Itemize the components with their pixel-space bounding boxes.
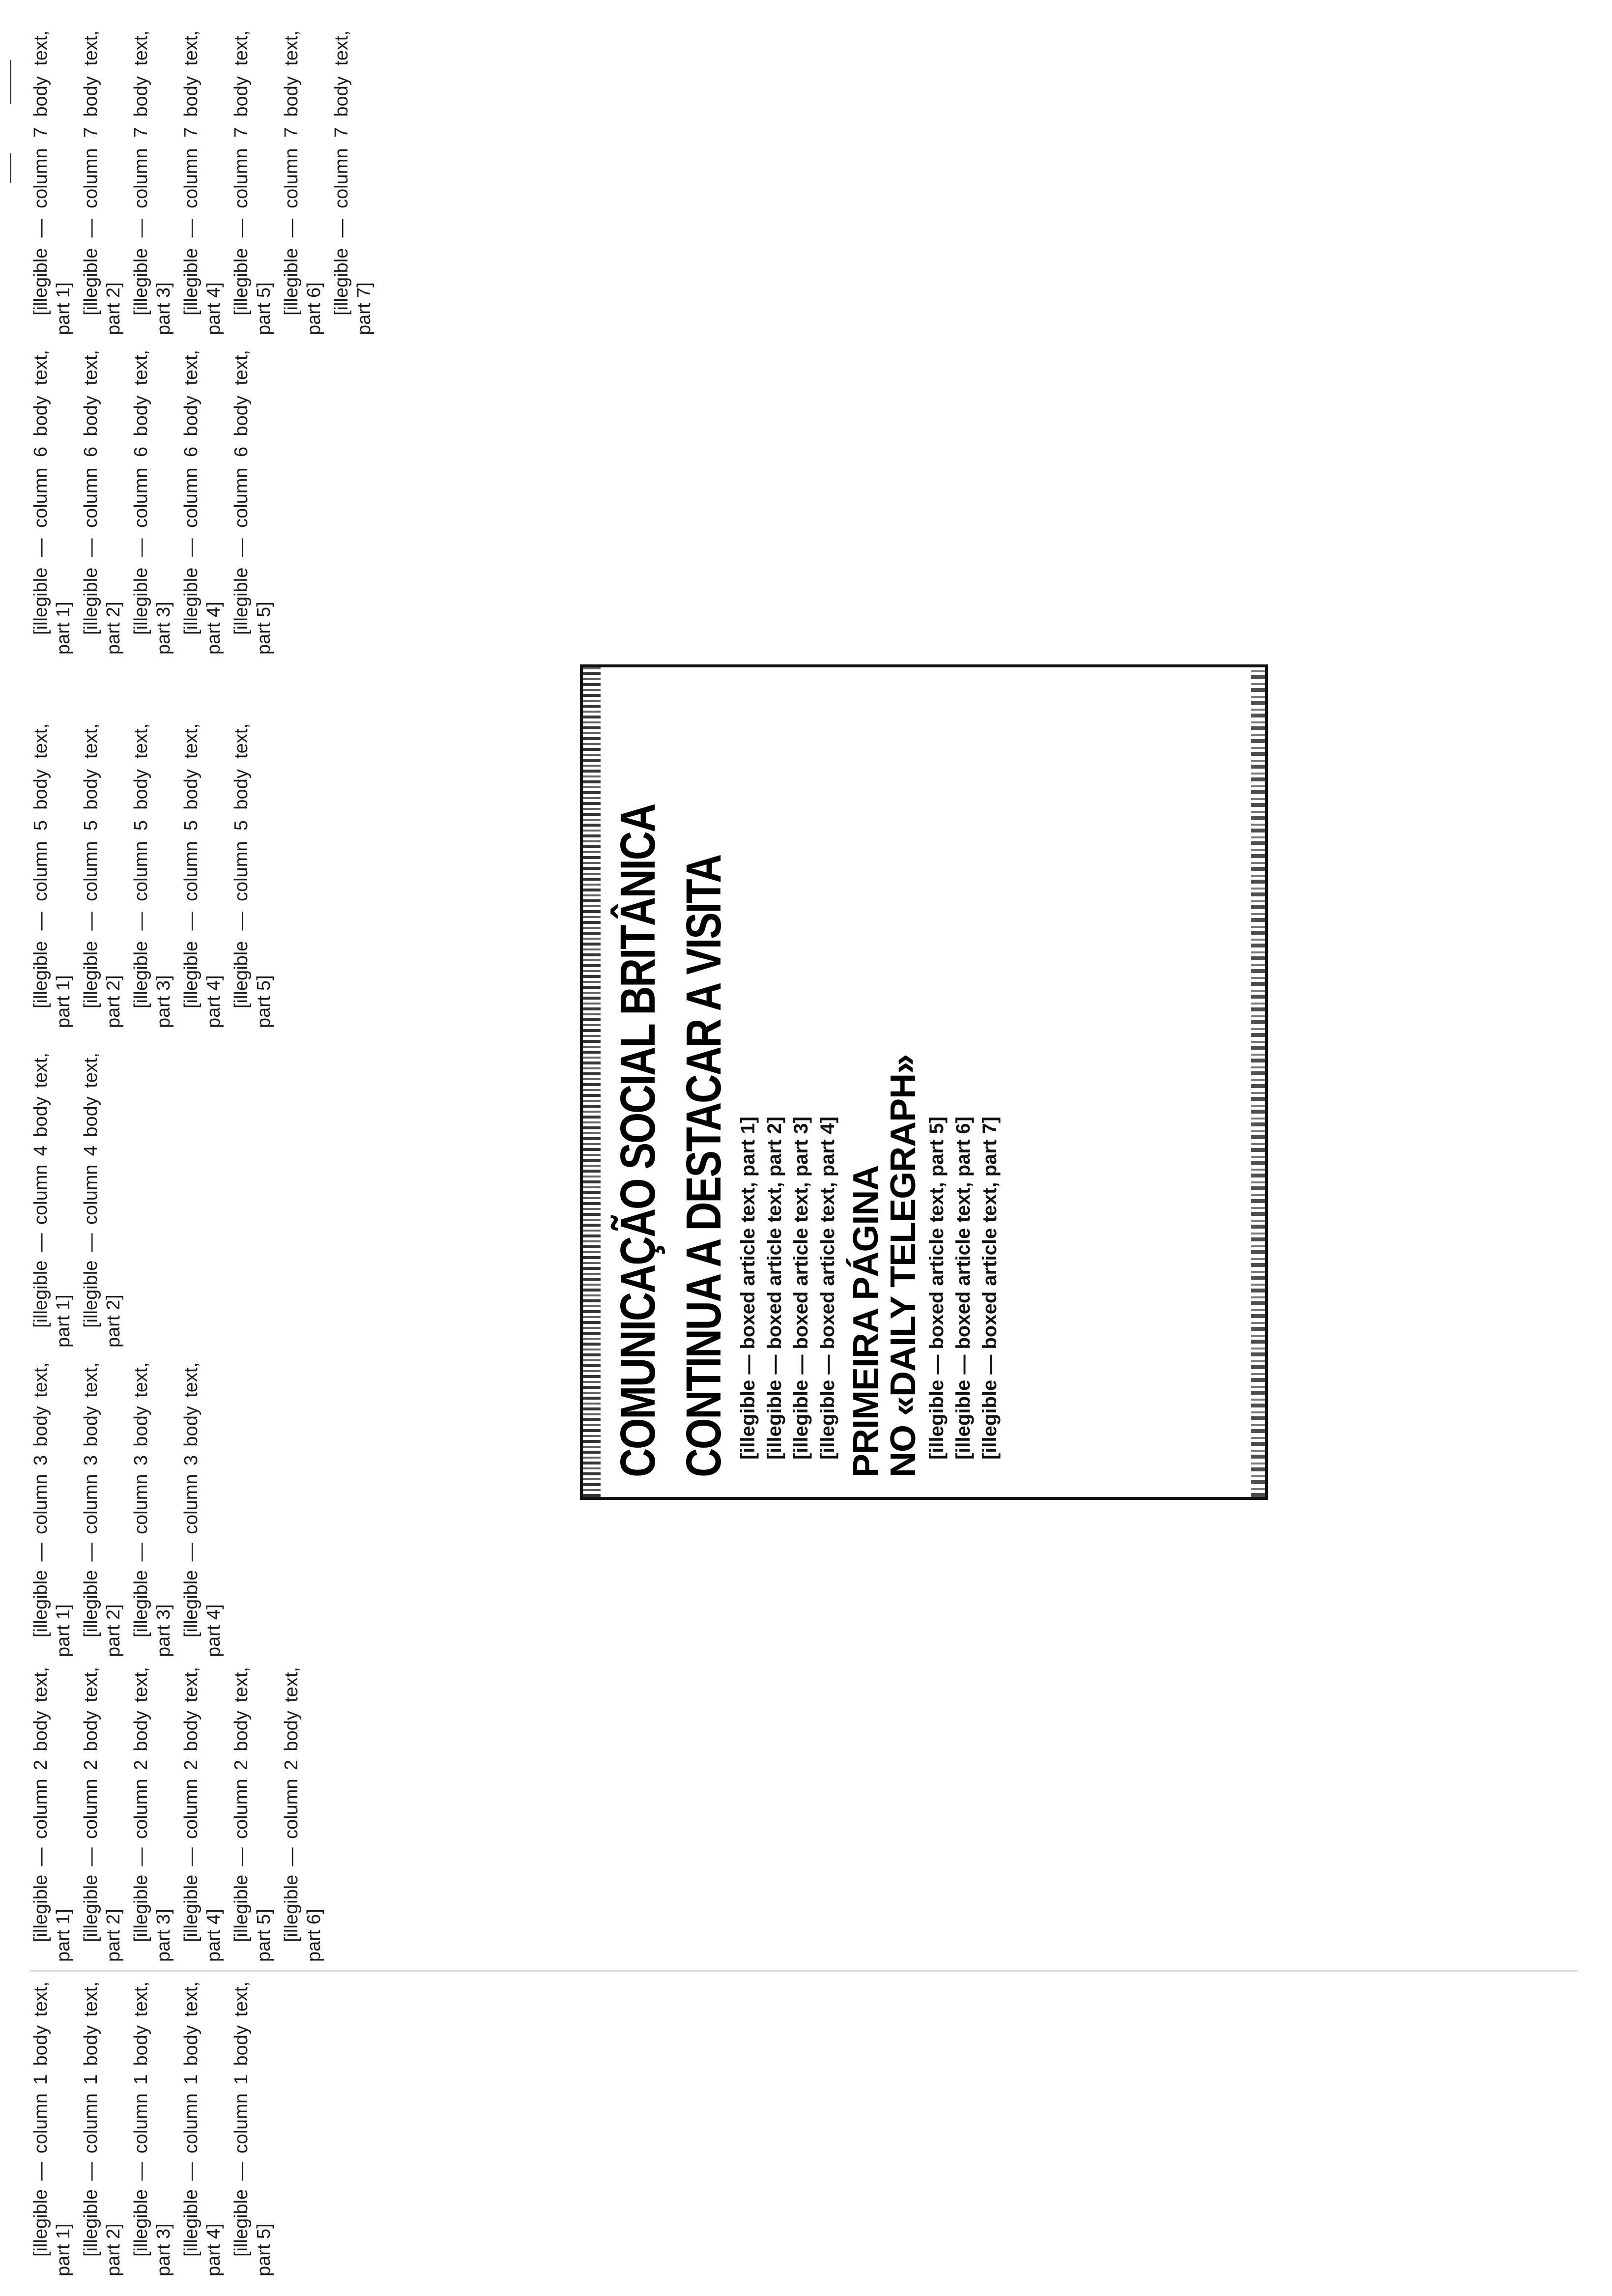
sidebar-box: [580, 664, 1268, 1500]
column-gutter: [29, 1970, 1578, 1972]
paragraph: [illegible — column 7 body text, part 3]: [131, 30, 174, 335]
paragraph: [illegible — column 5 body text, part 1]: [30, 723, 74, 1028]
article-column-2: [29, 1667, 1578, 1962]
article-column-5: [29, 723, 570, 1028]
paragraph: [illegible — column 7 body text, part 5]: [231, 30, 274, 335]
box-subhead-line: PRIMEIRA PÁGINA: [846, 1165, 886, 1477]
crop-mark: [10, 60, 11, 104]
box-subhead-line: NO «DAILY TELEGRAPH»: [884, 1054, 923, 1477]
paragraph: [illegible — column 5 body text, part 5]: [231, 723, 274, 1028]
paragraph: [illegible — column 3 body text, part 1]: [30, 1362, 74, 1657]
paragraph: [illegible — column 6 body text, part 1]: [30, 350, 74, 655]
paragraph: [illegible — column 2 body text, part 4]: [181, 1667, 224, 1962]
paragraph: [illegible — boxed article text, part 5]: [926, 1117, 948, 1460]
paragraph: [illegible — column 7 body text, part 2]: [81, 30, 124, 335]
paragraph: [illegible — column 1 body text, part 3]: [131, 1981, 174, 2276]
paragraph: [illegible — column 2 body text, part 2]: [81, 1667, 124, 1962]
article-column-6: [29, 350, 1578, 655]
paragraph: [illegible — column 1 body text, part 1]: [30, 1981, 74, 2276]
paragraph: [illegible — column 6 body text, part 4]: [181, 350, 224, 655]
paragraph: [illegible — column 6 body text, part 2]: [81, 350, 124, 655]
box-border-texture: [1251, 667, 1265, 1497]
paragraph: [illegible — column 3 body text, part 3]: [131, 1362, 174, 1657]
paragraph: [illegible — boxed article text, part 2]: [764, 1117, 785, 1460]
paragraph: [illegible — column 7 body text, part 6]: [281, 30, 324, 335]
paragraph: [illegible — column 2 body text, part 5]: [231, 1667, 274, 1962]
paragraph: [illegible — column 7 body text, part 1]: [30, 30, 74, 335]
paragraph: [illegible — boxed article text, part 6]: [952, 1117, 974, 1460]
paragraph: [illegible — column 2 body text, part 6]: [281, 1667, 324, 1962]
paragraph: [illegible — column 1 body text, part 4]: [181, 1981, 224, 2276]
box-body: [736, 687, 1002, 1477]
paragraph: [illegible — column 5 body text, part 4]: [181, 723, 224, 1028]
paragraph: [illegible — column 1 body text, part 2]: [81, 1981, 124, 2276]
paragraph: [illegible — column 3 body text, part 2]: [81, 1362, 124, 1657]
paragraph: [illegible — column 5 body text, part 3]: [131, 723, 174, 1028]
paragraph: [illegible — column 4 body text, part 2]: [81, 1053, 124, 1348]
paragraph: [illegible — column 2 body text, part 1]: [30, 1667, 74, 1962]
article-column-1: [29, 1981, 1578, 2276]
paragraph: [illegible — column 5 body text, part 2]: [81, 723, 124, 1028]
article-column-3: [29, 1362, 570, 1657]
crop-mark: [10, 153, 11, 183]
paragraph: [illegible — column 6 body text, part 3]: [131, 350, 174, 655]
box-border-texture: [583, 667, 601, 1497]
box-headline: COMUNICAÇÃO SOCIAL BRITÂNICA: [610, 804, 665, 1477]
paragraph: [illegible — column 4 body text, part 1]: [30, 1053, 74, 1348]
paragraph: [illegible — boxed article text, part 3]: [790, 1117, 812, 1460]
box-headline: CONTINUA A DESTACAR A VISITA: [676, 855, 731, 1477]
paragraph: [illegible — column 7 body text, part 7]: [331, 30, 374, 335]
article-column-4: [29, 1053, 570, 1348]
paragraph: [illegible — column 6 body text, part 5]: [231, 350, 274, 655]
paragraph: [illegible — boxed article text, part 4]: [817, 1117, 838, 1460]
paragraph: [illegible — column 3 body text, part 4]: [181, 1362, 224, 1657]
article-column-7: [29, 30, 1578, 335]
paragraph: [illegible — column 2 body text, part 3]: [131, 1667, 174, 1962]
box-subhead: [847, 687, 922, 1477]
paragraph: [illegible — boxed article text, part 7]: [979, 1117, 1001, 1460]
paragraph: [illegible — boxed article text, part 1]: [737, 1117, 759, 1460]
paragraph: [illegible — column 1 body text, part 5]: [231, 1981, 274, 2276]
paragraph: [illegible — column 7 body text, part 4]: [181, 30, 224, 335]
